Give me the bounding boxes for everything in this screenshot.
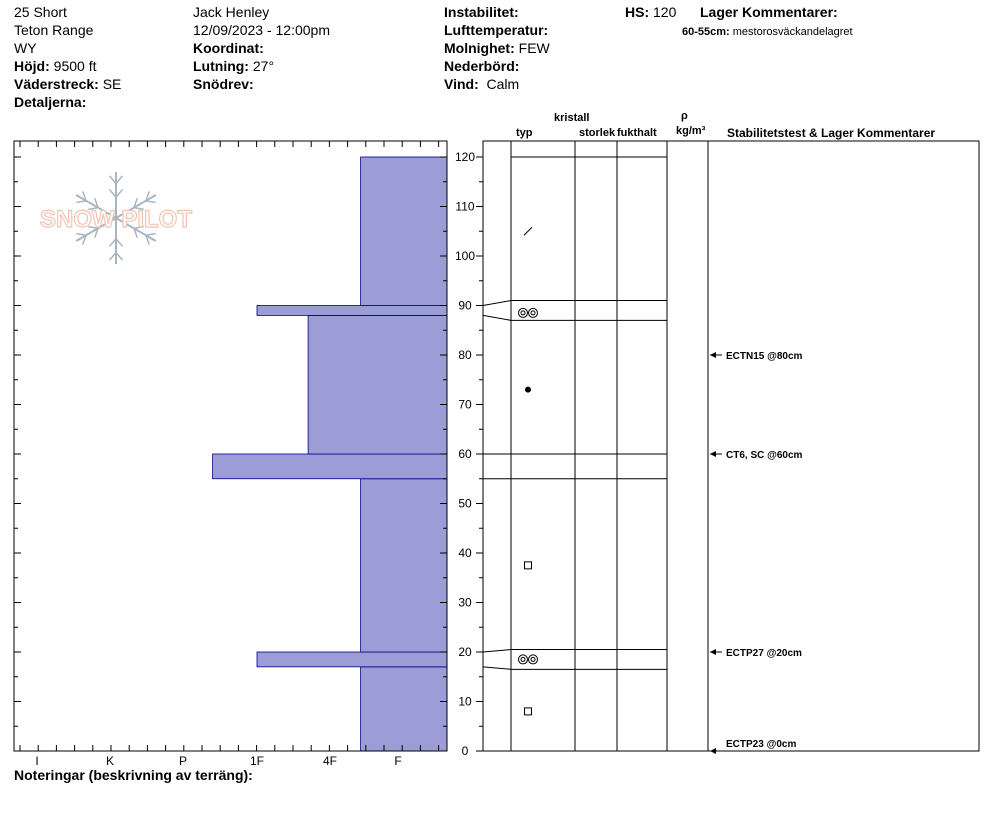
- layer-connector: [483, 650, 511, 652]
- layer-comments-label: Lager Kommentarer:: [700, 4, 838, 20]
- pit-name: 25 Short: [14, 4, 67, 20]
- stability-header: Stabilitetstest & Lager Kommentarer: [727, 126, 936, 140]
- test-label: ECTN15 @80cm: [726, 351, 803, 362]
- test-label: CT6, SC @60cm: [726, 450, 803, 461]
- hardness-label: 1F: [249, 754, 265, 768]
- test-arrowhead: [710, 748, 716, 754]
- y-tick-label: 10: [458, 694, 472, 709]
- coord-label: Koordinat:: [193, 40, 264, 56]
- observer-name: Jack Henley: [193, 4, 270, 20]
- aspect-label: Väderstreck:: [14, 76, 99, 92]
- range-name: Teton Range: [14, 22, 94, 38]
- slope-label: Lutning:: [193, 58, 249, 74]
- hardness-bar: [361, 157, 447, 306]
- wind-label: Vind:: [444, 76, 479, 92]
- grain-ring-inner: [531, 311, 535, 315]
- grain-dot: [525, 387, 531, 393]
- elevation-value: 9500 ft: [53, 58, 97, 74]
- air-temp-label: Lufttemperatur:: [444, 22, 549, 38]
- stability-tests: [710, 351, 803, 754]
- hardness-label: 4F: [322, 754, 338, 768]
- hardness-label: P: [178, 754, 188, 768]
- layer-comment-depth: 60-55cm:: [682, 26, 730, 38]
- y-tick-label: 0: [461, 744, 469, 758]
- hardness-bar: [361, 667, 447, 751]
- grain-ring: [519, 308, 528, 317]
- snowflake-branch: [146, 233, 156, 235]
- notes-label: Noteringar (beskrivning av terräng):: [14, 767, 253, 783]
- test-arrowhead: [710, 649, 716, 655]
- grain-slash: [524, 227, 532, 235]
- grain-ring-inner: [531, 657, 535, 661]
- hs-value: 120: [653, 4, 677, 20]
- grain-ring-inner: [521, 311, 525, 315]
- hardness-bar: [361, 479, 447, 652]
- hardness-label: K: [105, 754, 115, 768]
- sky-value: FEW: [518, 40, 550, 56]
- layer-connector: [483, 301, 511, 306]
- layers-frame: [483, 141, 979, 751]
- y-tick-label: 70: [458, 397, 472, 412]
- snowflake-branch: [76, 201, 86, 203]
- y-tick-label: 100: [454, 249, 476, 263]
- hardness-label: F: [394, 754, 402, 768]
- y-tick-label: 20: [458, 645, 472, 659]
- y-tick-label: 80: [458, 348, 472, 362]
- moisture-header: fukthalt: [617, 127, 657, 139]
- grain-square: [525, 562, 532, 569]
- y-tick-label: 60: [458, 447, 472, 461]
- sky-label: Molnighet:: [444, 40, 515, 56]
- y-tick-label: 40: [458, 546, 472, 560]
- test-label: ECTP23 @0cm: [726, 739, 797, 750]
- y-tick-label: 90: [458, 298, 472, 313]
- layer-comment-text: mestorosväckandelagret: [732, 26, 853, 38]
- density-unit-header: kg/m³: [676, 125, 706, 137]
- details-label: Detaljerna:: [14, 94, 87, 110]
- hardness-bar: [213, 454, 447, 479]
- crystal-header: kristall: [554, 112, 590, 124]
- hardness-label: I: [35, 754, 39, 768]
- grain-ring: [529, 655, 538, 664]
- slope-value: 27°: [252, 58, 275, 74]
- y-tick-label: 50: [458, 496, 472, 511]
- snowpilot-watermark: [40, 172, 192, 264]
- watermark-text: SNOW PILOT: [40, 206, 192, 233]
- state-name: WY: [14, 40, 37, 56]
- hardness-bar: [257, 306, 447, 316]
- drift-label: Snödrev:: [193, 76, 254, 92]
- layer-connector: [483, 667, 511, 669]
- hardness-profile: [213, 157, 447, 751]
- test-label: ECTP27 @20cm: [726, 648, 802, 659]
- layer-connector: [483, 315, 511, 320]
- grain-ring: [529, 308, 538, 317]
- hardness-bar: [308, 315, 447, 454]
- test-arrowhead: [710, 451, 716, 457]
- y-tick-label: 110: [455, 199, 475, 214]
- size-header: storlek: [579, 127, 616, 139]
- y-tick-label: 30: [458, 595, 472, 610]
- aspect-value: SE: [102, 76, 122, 92]
- hardness-bar: [257, 652, 447, 667]
- grain-ring-inner: [521, 657, 525, 661]
- grain-ring: [519, 655, 528, 664]
- wind-value: Calm: [486, 76, 520, 92]
- precip-label: Nederbörd:: [444, 58, 520, 74]
- test-arrowhead: [710, 352, 716, 358]
- instability-label: Instabilitet:: [444, 4, 519, 20]
- snowflake-branch: [146, 201, 156, 203]
- datetime: 12/09/2023 - 12:00pm: [193, 22, 330, 38]
- rho-header: ρ: [681, 110, 688, 122]
- grain-square: [525, 708, 532, 715]
- snowflake-branch: [76, 233, 86, 235]
- type-header: typ: [516, 127, 533, 139]
- hs-label: HS:: [625, 4, 650, 20]
- elevation-label: Höjd:: [14, 58, 50, 74]
- y-tick-label: 120: [454, 150, 476, 164]
